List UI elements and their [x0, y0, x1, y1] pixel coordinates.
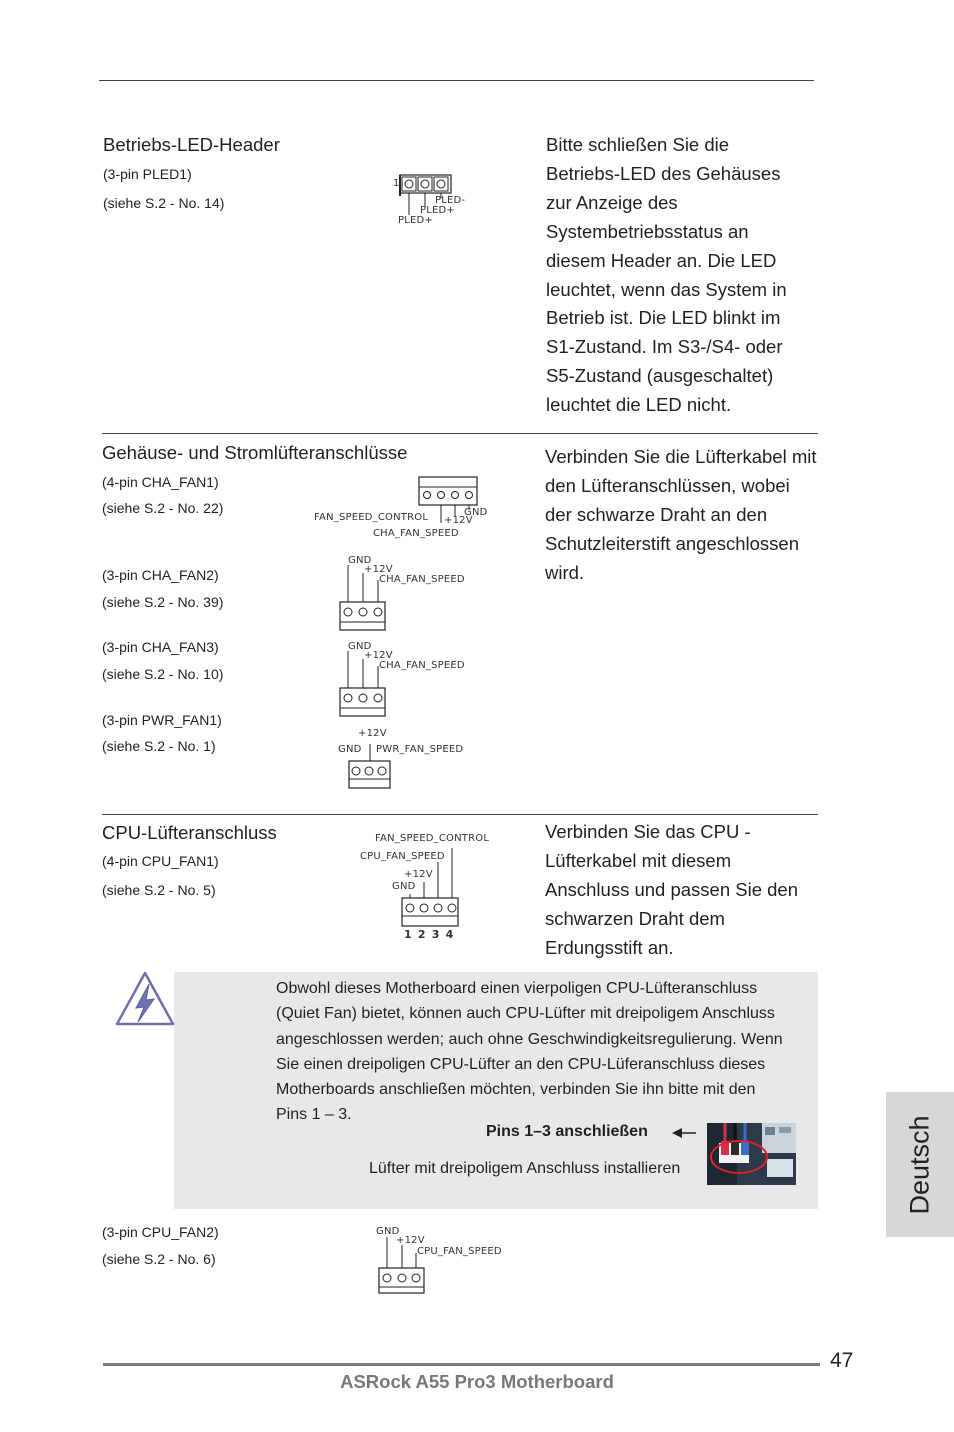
section-rule — [102, 814, 818, 815]
pled-plus-label-2: PLED+ — [398, 215, 433, 226]
desc-line: Anschluss und passen Sie den — [545, 878, 799, 900]
cha2-speed-label: CHA_FAN_SPEED — [379, 574, 465, 585]
cpu1-speed-label: CPU_FAN_SPEED — [360, 851, 445, 862]
cha1-speed-label: CHA_FAN_SPEED — [373, 528, 459, 539]
warning-lightning-icon — [114, 970, 176, 1028]
desc-line: Betriebs-LED des Gehäuses — [546, 162, 781, 184]
pled-plus-label: PLED+ — [420, 205, 455, 216]
desc-line: Betrieb ist. Die LED blinkt im — [546, 307, 781, 329]
warning-line: Sie einen dreipoligen CPU-Lüfter an den CPU-Lüferanschluss dieses — [276, 1055, 766, 1073]
warning-line: Obwohl dieses Motherboard einen vierpoligen CPU-Lüfteranschluss — [276, 980, 758, 997]
cpu-fan1-diagram — [356, 832, 506, 944]
cpu2-12v-label: +12V — [396, 1235, 425, 1246]
pwr1-12v-label: +12V — [358, 728, 387, 739]
desc-line: wird. — [545, 561, 585, 583]
cpu2-speed-label: CPU_FAN_SPEED — [417, 1246, 502, 1257]
cha-fan3-pin: (3-pin CHA_FAN3) — [102, 639, 219, 655]
warning-text — [276, 976, 816, 1128]
warning-line: Pins 1 – 3. — [276, 1106, 352, 1124]
cha1-fsc-label: FAN_SPEED_CONTROL — [314, 512, 429, 523]
warning-line: (Quiet Fan) bietet, können auch CPU-Lüfter mit dreipoligem Anschluss — [276, 1005, 775, 1023]
warning-line: Motherboards anschließen möchten, verbinden Sie ihn bitte mit den — [276, 1081, 756, 1099]
cha-fan2-pin: (3-pin CHA_FAN2) — [102, 567, 219, 583]
desc-line: der schwarze Draht an den — [545, 503, 768, 525]
pwr1-speed-label: PWR_FAN_SPEED — [376, 744, 464, 755]
desc-line: den Lüfteranschlüssen, wobei — [545, 474, 790, 496]
cpu2-gnd-label: GND — [376, 1226, 400, 1237]
desc-line: Erdungsstift an. — [545, 936, 674, 958]
desc-line: S5-Zustand (ausgeschaltet) — [546, 365, 774, 387]
desc-line: Schutzleiterstift angeschlossen — [545, 532, 799, 554]
warning-line: angeschlossen werden; auch ohne Geschwindigkeitsregulierung. Wenn — [276, 1030, 783, 1048]
cpu-fan1-pin: (4-pin CPU_FAN1) — [102, 853, 219, 869]
desc-line: Bitte schließen Sie die — [546, 134, 730, 155]
desc-line: Verbinden Sie das CPU - — [545, 821, 751, 842]
pled-desc — [546, 131, 836, 420]
cha3-speed-label: CHA_FAN_SPEED — [379, 660, 465, 671]
pins-label: Pins 1–3 anschließen — [486, 1123, 648, 1140]
desc-line: Systembetriebsstatus an — [546, 220, 749, 242]
cpu1-gnd-label: GND — [392, 881, 416, 892]
section-rule — [102, 433, 818, 434]
cha-fan3-ref: (siehe S.2 - No. 10) — [102, 666, 224, 682]
arrow-left-icon — [670, 1125, 698, 1141]
cha3-12v-label: +12V — [364, 650, 393, 661]
desc-line: Verbinden Sie die Lüfterkabel mit — [545, 446, 817, 467]
pled-title: Betriebs-LED-Header — [103, 134, 280, 155]
desc-line: Lüfterkabel mit diesem — [545, 849, 732, 871]
cpu-fan2-ref: (siehe S.2 - No. 6) — [102, 1251, 216, 1267]
desc-line: diesem Header an. Die LED — [546, 249, 777, 271]
desc-line: schwarzen Draht dem — [545, 907, 725, 929]
pwr1-gnd-label: GND — [338, 744, 362, 755]
pwr-fan1-pin: (3-pin PWR_FAN1) — [102, 712, 222, 728]
cpu-desc — [545, 818, 835, 963]
cha-fan1-pin: (4-pin CHA_FAN1) — [102, 474, 219, 490]
top-rule — [99, 80, 814, 81]
install-label: Lüfter mit dreipoligem Anschluss installieren — [369, 1160, 681, 1177]
cpu1-pin-numbers: 1 2 3 4 — [404, 928, 454, 941]
pled-pin: (3-pin PLED1) — [103, 166, 192, 182]
pwr-fan1-ref: (siehe S.2 - No. 1) — [102, 738, 216, 754]
cha-fan1-diagram — [310, 476, 510, 546]
cpu1-12v-label: +12V — [404, 869, 433, 880]
cha1-gnd-label: GND — [464, 507, 488, 518]
fan-connector-photo — [707, 1123, 796, 1185]
cha2-12v-label: +12V — [364, 564, 393, 575]
pled-minus-label: PLED- — [435, 195, 466, 206]
desc-line: zur Anzeige des — [546, 191, 678, 213]
chassis-title: Gehäuse- und Stromlüfteranschlüsse — [102, 442, 408, 463]
language-tab-label: Deutsch — [904, 1114, 935, 1215]
cpu1-fsc-label: FAN_SPEED_CONTROL — [375, 833, 490, 844]
cha-fan3-diagram — [336, 641, 486, 721]
desc-line: S1-Zustand. Im S3-/S4- oder — [546, 336, 783, 358]
footer-text: ASRock A55 Pro3 Motherboard — [340, 1371, 614, 1392]
cpu-title: CPU-Lüfteranschluss — [102, 822, 277, 843]
cpu-fan2-diagram — [374, 1225, 524, 1297]
cha-fan2-connector-shape — [336, 555, 486, 635]
desc-line: leuchtet, wenn das System in — [546, 278, 787, 300]
pled-pin1-label: 1 — [393, 178, 400, 189]
pwr-fan1-diagram — [336, 728, 486, 792]
cpu-fan1-ref: (siehe S.2 - No. 5) — [102, 882, 216, 898]
cha1-12v-label: +12V — [444, 515, 473, 526]
cha2-gnd-label: GND — [348, 555, 372, 566]
cha-fan2-diagram — [336, 555, 486, 635]
page-number: 47 — [830, 1349, 854, 1372]
desc-line: leuchtet die LED nicht. — [546, 394, 732, 416]
cpu-fan2-pin: (3-pin CPU_FAN2) — [102, 1224, 219, 1240]
cha3-gnd-label: GND — [348, 641, 372, 652]
pled-ref: (siehe S.2 - No. 14) — [103, 195, 225, 211]
pled1-header-diagram — [390, 170, 480, 230]
footer-rule — [103, 1363, 820, 1366]
language-tab-deutsch — [886, 1092, 954, 1237]
chassis-desc — [545, 443, 845, 588]
cha-fan2-ref: (siehe S.2 - No. 39) — [102, 594, 224, 610]
cha-fan1-ref: (siehe S.2 - No. 22) — [102, 500, 224, 516]
cha-fan3-connector-shape — [336, 641, 486, 721]
